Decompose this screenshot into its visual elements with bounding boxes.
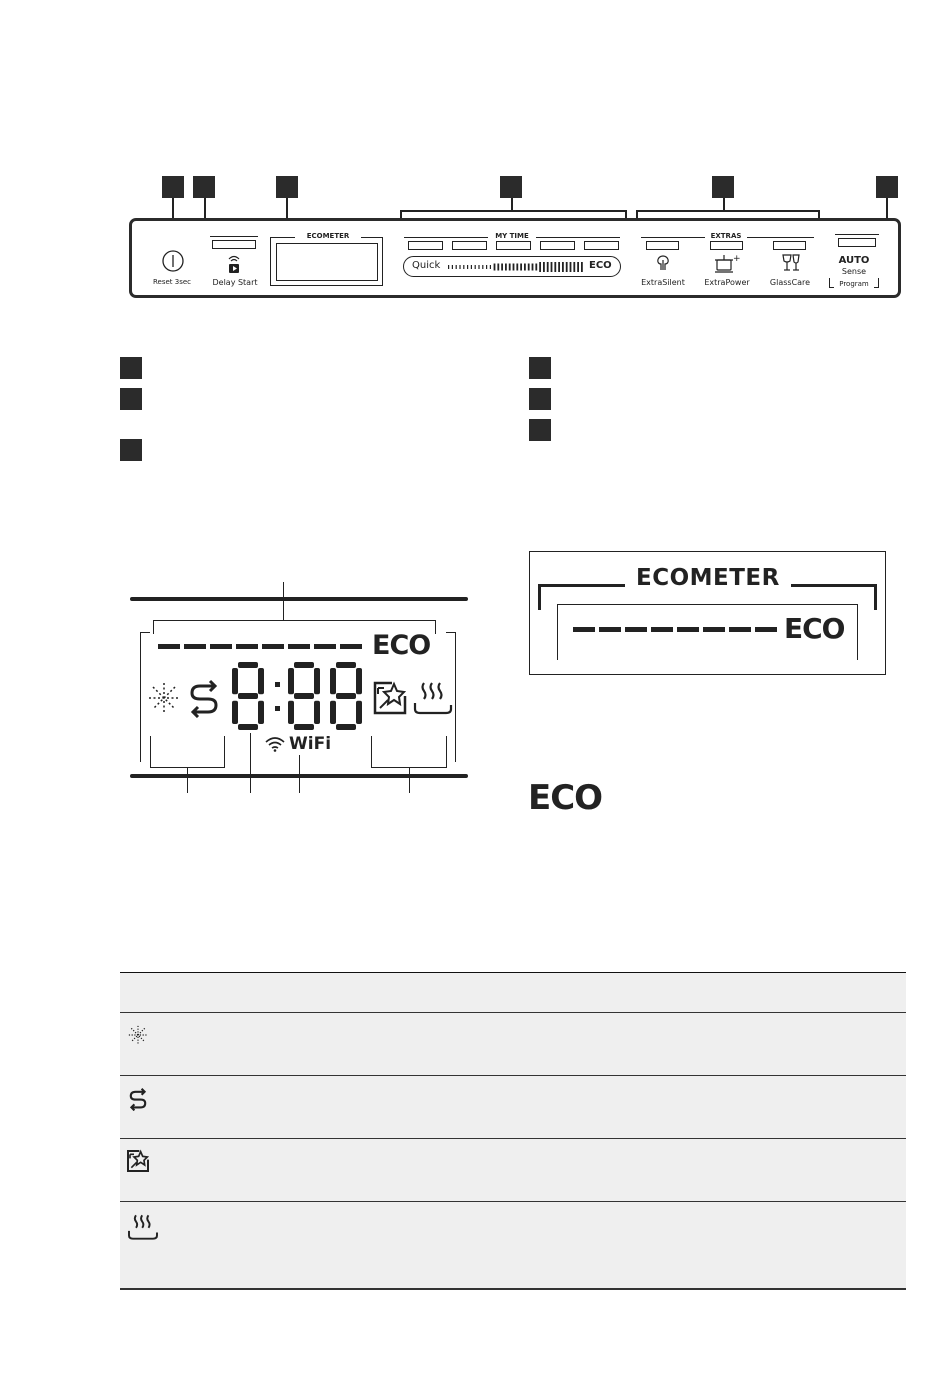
digit-segment (232, 701, 238, 724)
digit-segment (238, 724, 258, 730)
colon-dot (275, 682, 280, 687)
eco-segment (210, 644, 232, 649)
digit-segment (336, 693, 356, 699)
ecometer-detail-eco: ECO (784, 612, 845, 645)
digit-segment (294, 662, 314, 668)
scale-tick (448, 265, 449, 269)
extrapower-icon[interactable] (713, 252, 741, 274)
scale-tick (520, 264, 522, 271)
eco-segment (729, 627, 751, 632)
eco-segment (651, 627, 673, 632)
table-row (120, 1139, 906, 1201)
digit-segment (288, 668, 294, 694)
display-eco-label: ECO (372, 630, 431, 661)
legend-marker-3 (120, 439, 142, 461)
eco-segment (573, 627, 595, 632)
digit-segment (258, 701, 264, 724)
extrasilent-icon[interactable] (653, 253, 673, 273)
eco-segment (755, 627, 777, 632)
salt-icon (188, 678, 220, 718)
eco-segment (625, 627, 647, 632)
table-row (120, 1013, 906, 1075)
mytime-led-1 (408, 241, 443, 250)
eco-segment (236, 644, 258, 649)
scale-tick (456, 265, 457, 269)
mytime-label: MY TIME (495, 232, 529, 240)
digit-segment (238, 662, 258, 668)
table-salt-icon (127, 1087, 149, 1111)
delay-start-label: Delay Start (212, 278, 258, 287)
extrapower-led (710, 241, 743, 250)
glasscare-led (773, 241, 806, 250)
scale-tick (497, 264, 499, 271)
callout-4 (500, 176, 522, 198)
table-row (120, 1076, 906, 1138)
eco-segment (599, 627, 621, 632)
legend-marker-1 (120, 357, 142, 379)
table-rinse-aid-icon (127, 1024, 149, 1046)
scale-tick (459, 265, 460, 269)
scale-tick (528, 264, 530, 271)
digit-segment (258, 668, 264, 694)
callout-3 (276, 176, 298, 198)
legend-marker-4 (529, 357, 551, 379)
auto-label[interactable]: AUTO (838, 255, 870, 266)
scale-tick (452, 265, 453, 269)
scale-tick (551, 262, 553, 272)
scale-tick (516, 264, 518, 271)
eco-segment (340, 644, 362, 649)
scale-tick (539, 262, 541, 272)
legend-marker-6 (529, 419, 551, 441)
scale-tick (467, 265, 468, 269)
table-auto-open-drying-icon (125, 1213, 161, 1241)
colon-dot (275, 706, 280, 711)
scale-tick (501, 264, 503, 271)
scale-tick (524, 264, 526, 271)
panel-ecometer-label: ECOMETER (306, 232, 350, 240)
sense-label: Sense (841, 267, 867, 276)
eco-segment (262, 644, 284, 649)
scale-tick (532, 264, 534, 271)
mytime-quick-label: Quick (412, 260, 441, 271)
scale-tick (573, 262, 575, 272)
machine-care-icon (372, 680, 408, 716)
scale-tick (577, 262, 579, 272)
scale-tick (494, 264, 496, 271)
scale-tick (486, 265, 487, 269)
eco-segment (288, 644, 310, 649)
digit-segment (356, 701, 362, 724)
extrasilent-label: ExtraSilent (641, 278, 685, 287)
eco-segment (703, 627, 725, 632)
table-machine-care-icon (126, 1149, 150, 1173)
eco-segment (314, 644, 336, 649)
scale-tick (562, 262, 564, 272)
mytime-scale (446, 261, 586, 273)
mytime-led-2 (452, 241, 487, 250)
scale-tick (570, 262, 572, 272)
scale-tick (547, 262, 549, 272)
eco-segment (158, 644, 180, 649)
extrapower-label: ExtraPower (704, 278, 750, 287)
scale-tick (475, 265, 476, 269)
scale-tick (478, 265, 479, 269)
callout-1 (162, 176, 184, 198)
scale-tick (509, 264, 511, 271)
table-row (120, 1202, 906, 1288)
digit-segment (336, 662, 356, 668)
callout-6 (876, 176, 898, 198)
glasscare-icon[interactable] (780, 252, 802, 274)
program-label: Program (839, 280, 869, 288)
digit-segment (238, 693, 258, 699)
digit-segment (314, 701, 320, 724)
table-header (120, 973, 906, 1013)
eco-heading: ECO (528, 778, 603, 818)
scale-tick (463, 265, 464, 269)
auto-led (838, 238, 876, 247)
wifi-label: WiFi (289, 734, 332, 754)
panel-ecometer-display (276, 243, 378, 281)
ecometer-detail-title: ECOMETER (636, 565, 780, 591)
scale-tick (471, 265, 472, 269)
eco-segment (677, 627, 699, 632)
digit-segment (288, 701, 294, 724)
power-icon[interactable] (160, 248, 186, 274)
scale-tick (566, 262, 568, 272)
glasscare-label: GlassCare (769, 278, 811, 287)
scale-tick (581, 262, 583, 272)
digit-segment (232, 668, 238, 694)
digit-segment (356, 668, 362, 694)
rinse-aid-icon (146, 680, 182, 716)
scale-tick (543, 262, 545, 272)
digit-segment (314, 668, 320, 694)
auto-open-drying-icon (412, 680, 454, 716)
scale-tick (558, 262, 560, 272)
reset-label: Reset 3sec (152, 278, 192, 286)
scale-tick (535, 264, 537, 271)
mytime-eco-label: ECO (589, 260, 612, 271)
digit-segment (294, 724, 314, 730)
eco-segment (184, 644, 206, 649)
scale-tick (482, 265, 483, 269)
mytime-led-4 (540, 241, 575, 250)
scale-tick (554, 262, 556, 272)
callout-5 (712, 176, 734, 198)
display-digits (230, 662, 366, 738)
ecometer-detail-segments (573, 625, 783, 635)
digit-segment (336, 724, 356, 730)
mytime-led-3 (496, 241, 531, 250)
legend-marker-2 (120, 388, 142, 410)
scale-tick (513, 264, 515, 271)
legend-marker-5 (529, 388, 551, 410)
digit-segment (294, 693, 314, 699)
callout-2 (193, 176, 215, 198)
mytime-led-5 (584, 241, 619, 250)
scale-tick (490, 265, 491, 269)
digit-segment (330, 668, 336, 694)
ecometer-segments (158, 642, 368, 652)
digit-segment (330, 701, 336, 724)
delay-start-icon[interactable] (226, 254, 242, 274)
svg-text:+: + (733, 254, 741, 264)
wifi-icon (264, 736, 286, 752)
extrasilent-led (646, 241, 679, 250)
scale-tick (505, 264, 507, 271)
extras-label: EXTRAS (710, 232, 742, 240)
